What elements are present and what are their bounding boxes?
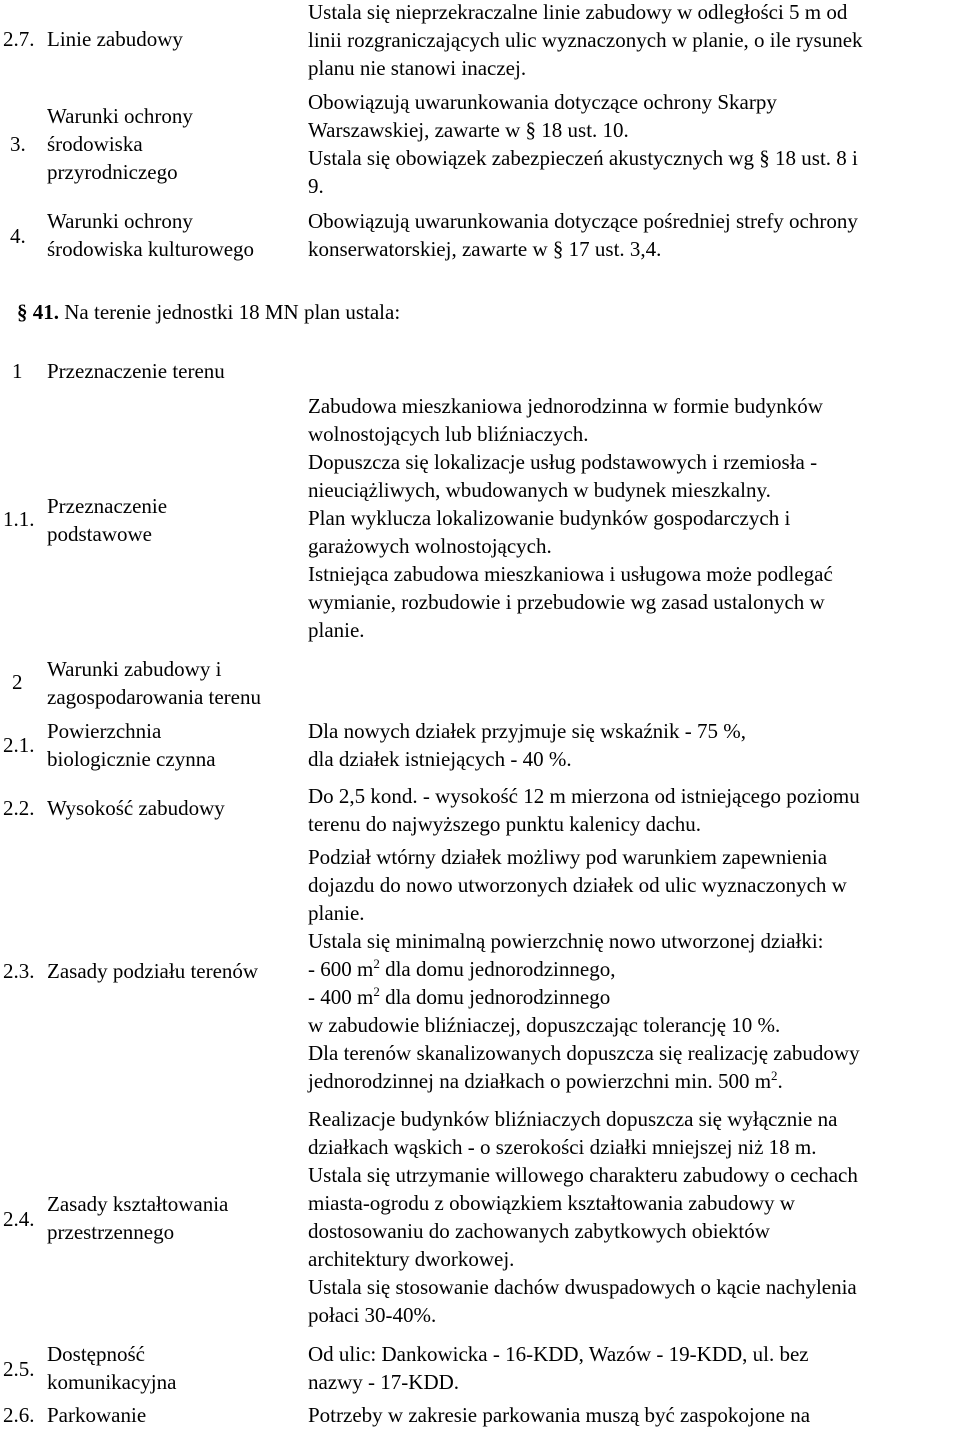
- text-line: Istniejąca zabudowa mieszkaniowa i usługowa może podlegać: [308, 562, 833, 586]
- superscript: 2: [373, 956, 380, 971]
- text-line: Ustala się stosowanie dachów dwuspadowych o kącie nachylenia: [308, 1275, 857, 1299]
- text-line: Obowiązują uwarunkowania dotyczące pośredniej strefy ochrony: [308, 209, 858, 233]
- row-label: Linie zabudowy: [47, 27, 183, 51]
- text-line: Ustala się obowiązek zabezpieczeń akustycznych wg § 18 ust. 8 i: [308, 146, 858, 170]
- row-text: [308, 717, 953, 773]
- row-label: [47, 492, 167, 548]
- row-text: [308, 843, 953, 1095]
- text-line: Potrzeby w zakresie parkowania muszą być zaspokojone na: [308, 1403, 811, 1427]
- text-line: dla działek istniejących - 40 %.: [308, 747, 572, 771]
- row-number: 2.6.: [3, 1403, 35, 1427]
- label-line: środowiska: [47, 132, 143, 156]
- label-line: Warunki ochrony: [47, 209, 193, 233]
- text-line: Dla nowych działek przyjmuje się wskaźnik - 75 %,: [308, 719, 746, 743]
- text-line: planu nie stanowi inaczej.: [308, 56, 527, 80]
- section-text: Na terenie jednostki 18 MN plan ustala:: [64, 300, 401, 324]
- text-line: Warszawskiej, zawarte w § 18 ust. 10.: [308, 118, 629, 142]
- row-number: 3.: [10, 132, 26, 156]
- text-line: Zabudowa mieszkaniowa jednorodzinna w formie budynków: [308, 394, 823, 418]
- row-label: Wysokość zabudowy: [47, 796, 225, 820]
- text-line: [308, 983, 953, 1011]
- text-line: 9.: [308, 174, 324, 198]
- text-line: Od ulic: Dankowicka - 16-KDD, Wazów - 19-KDD, ul. bez: [308, 1342, 809, 1366]
- row-label: [47, 1340, 176, 1396]
- row-number: 1: [12, 359, 23, 383]
- text-line: linii rozgraniczających ulic wyznaczonych w planie, o ile rysunek: [308, 28, 863, 52]
- text-part: - 400 m: [308, 985, 374, 1009]
- text-part: dla domu jednorodzinnego: [379, 985, 611, 1009]
- row-number: 2: [12, 670, 23, 694]
- label-line: Dostępność: [47, 1342, 145, 1366]
- label-line: Powierzchnia: [47, 719, 162, 743]
- label-line: Przeznaczenie: [47, 494, 168, 518]
- row-label: Zasady podziału terenów: [47, 959, 259, 983]
- text-line: [308, 955, 953, 983]
- text-line: wymianie, rozbudowie i przebudowie wg zasad ustalonych w: [308, 590, 825, 614]
- text-line: w zabudowie bliźniaczej, dopuszczając tolerancję 10 %.: [308, 1013, 781, 1037]
- row-label: [47, 1190, 228, 1246]
- row-number: 2.4.: [3, 1207, 35, 1231]
- row-text: [308, 207, 953, 263]
- row-text: [308, 0, 953, 82]
- row-label: [47, 207, 254, 263]
- section-symbol: § 41.: [17, 300, 59, 324]
- text-line: konserwatorskiej, zawarte w § 17 ust. 3,4.: [308, 237, 662, 261]
- row-number: 2.5.: [3, 1357, 35, 1381]
- text-line: Obowiązują uwarunkowania dotyczące ochrony Skarpy: [308, 90, 777, 114]
- row-label: [47, 717, 216, 773]
- label-line: Warunki zabudowy i: [47, 657, 222, 681]
- text-line: nazwy - 17-KDD.: [308, 1370, 460, 1394]
- text-line: terenu do najwyższego punktu kalenicy dachu.: [308, 812, 702, 836]
- text-line: dojazdu do nowo utworzonych działek od ulic wyznaczonych w: [308, 873, 847, 897]
- label-line: środowiska kulturowego: [47, 237, 255, 261]
- text-line: planie.: [308, 901, 365, 925]
- row-label: Parkowanie: [47, 1403, 147, 1427]
- row-text: [308, 1340, 953, 1396]
- row-number: 2.3.: [3, 959, 35, 983]
- text-line: planie.: [308, 618, 365, 642]
- label-line: Zasady kształtowania: [47, 1192, 229, 1216]
- row-text: [308, 1401, 953, 1429]
- label-line: przestrzennego: [47, 1220, 175, 1244]
- text-line: Do 2,5 kond. - wysokość 12 m mierzona od istniejącego poziomu: [308, 784, 860, 808]
- text-line: architektury dworkowej.: [308, 1247, 515, 1271]
- label-line: podstawowe: [47, 522, 152, 546]
- text-line: Dla terenów skanalizowanych dopuszcza się realizację zabudowy: [308, 1041, 860, 1065]
- text-line: Ustala się utrzymanie willowego charakteru zabudowy o cechach: [308, 1163, 858, 1187]
- text-line: [308, 1067, 953, 1095]
- row-label: [47, 655, 261, 711]
- row-number: 4.: [10, 224, 26, 248]
- label-line: zagospodarowania terenu: [47, 685, 261, 709]
- text-part: dla domu jednorodzinnego,: [379, 957, 616, 981]
- text-line: działkach wąskich - o szerokości działki mniejszej niż 18 m.: [308, 1135, 817, 1159]
- text-line: Plan wyklucza lokalizowanie budynków gospodarczych i: [308, 506, 791, 530]
- row-number: 2.2.: [3, 796, 35, 820]
- text-line: miasta-ogrodu z obowiązkiem kształtowania zabudowy w: [308, 1191, 795, 1215]
- superscript: 2: [373, 984, 380, 999]
- row-text: [308, 392, 953, 644]
- text-line: garażowych wolnostojących.: [308, 534, 552, 558]
- row-text: [308, 782, 953, 838]
- row-text: [308, 1105, 953, 1329]
- text-line: nieuciążliwych, wbudowanych w budynek mieszkalny.: [308, 478, 771, 502]
- text-line: Realizacje budynków bliźniaczych dopuszcza się wyłącznie na: [308, 1107, 838, 1131]
- text-part: jednorodzinnej na działkach o powierzchni min. 500 m: [308, 1069, 772, 1093]
- text-part: .: [777, 1069, 783, 1093]
- superscript: 2: [771, 1068, 778, 1083]
- section-heading: [17, 298, 400, 326]
- text-line: wolnostojących lub bliźniaczych.: [308, 422, 589, 446]
- label-line: biologicznie czynna: [47, 747, 216, 771]
- label-line: komunikacyjna: [47, 1370, 177, 1394]
- row-number: 1.1.: [3, 507, 35, 531]
- row-number: 2.1.: [3, 733, 35, 757]
- text-line: Dopuszcza się lokalizacje usług podstawowych i rzemiosła -: [308, 450, 818, 474]
- text-line: Ustala się nieprzekraczalne linie zabudowy w odległości 5 m od: [308, 0, 848, 24]
- text-line: dostosowaniu do zachowanych zabytkowych obiektów: [308, 1219, 770, 1243]
- text-line: Podział wtórny działek możliwy pod warunkiem zapewnienia: [308, 845, 828, 869]
- row-label: Przeznaczenie terenu: [47, 359, 225, 383]
- text-line: połaci 30-40%.: [308, 1303, 437, 1327]
- text-line: Ustala się minimalną powierzchnię nowo utworzonej działki:: [308, 929, 824, 953]
- row-text: [308, 88, 953, 200]
- label-line: Warunki ochrony: [47, 104, 193, 128]
- text-part: - 600 m: [308, 957, 374, 981]
- label-line: przyrodniczego: [47, 160, 178, 184]
- row-number: 2.7.: [3, 27, 35, 51]
- row-label: [47, 102, 193, 186]
